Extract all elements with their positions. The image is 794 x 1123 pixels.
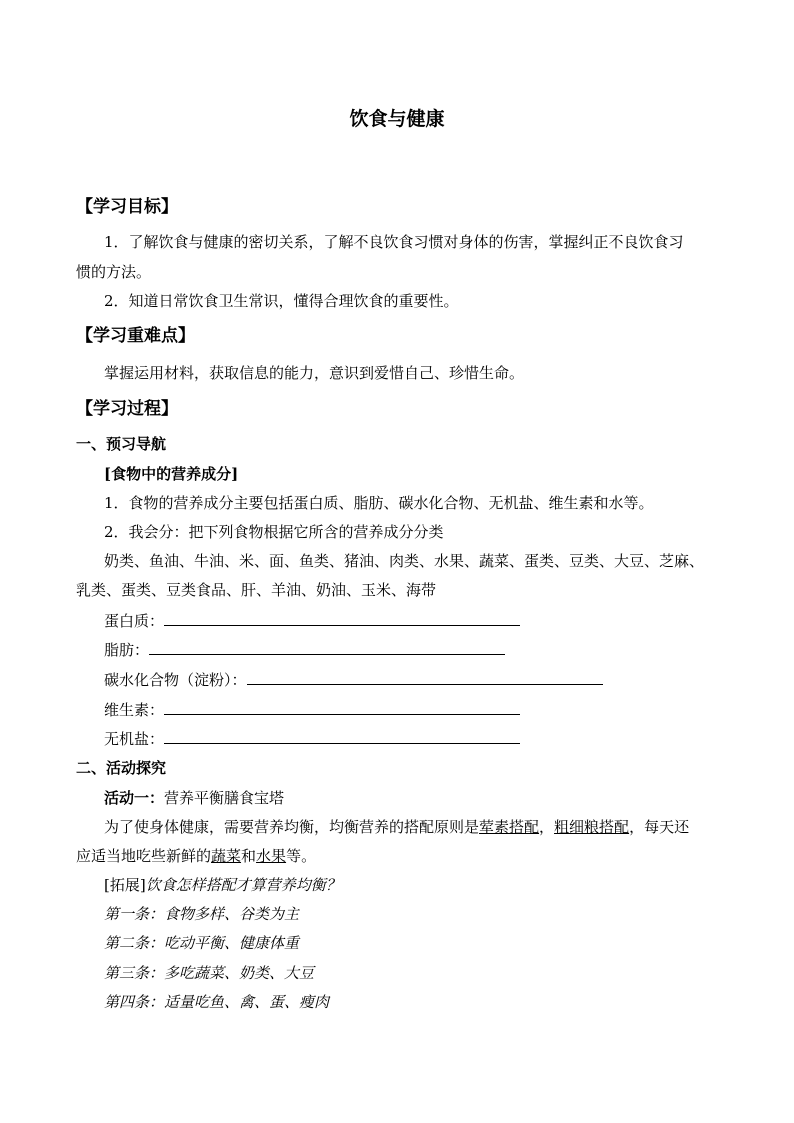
activity-name: 营养平衡膳食宝塔 [164, 789, 285, 807]
para-text: 和 [241, 847, 257, 865]
blank-carbs-row [104, 670, 603, 690]
fill-in-line [247, 670, 603, 685]
extension-line [104, 875, 341, 895]
blank-mineral-row [104, 729, 520, 749]
goal-item-1-cont: 惯的方法。 [76, 263, 152, 281]
nutrition-item-2: 2．我会分：把下列食物根据它所含的营养成分分类 [104, 523, 444, 541]
answer-underlined: 蔬菜 [211, 847, 242, 865]
blank-label: 蛋白质： [104, 612, 165, 630]
para-text: 为了使身体健康，需要营养均衡，均衡营养的搭配原则是 [104, 818, 480, 836]
balance-paragraph-cont [76, 846, 316, 866]
goal-item-2: 2．知道日常饮食卫生常识，懂得合理饮食的重要性。 [104, 292, 459, 310]
nutrition-subheading: [食物中的营养成分] [104, 465, 239, 483]
key-points-heading: 【学习重难点】 [76, 326, 195, 346]
fill-in-line [164, 700, 520, 715]
blank-label: 碳水化合物（淀粉）： [104, 671, 247, 689]
activity-label: 活动一： [104, 789, 165, 807]
fill-in-line [149, 640, 505, 655]
rule-2: 第二条：吃动平衡、健康体重 [104, 934, 300, 952]
balance-paragraph [104, 817, 689, 837]
page-title: 饮食与健康 [349, 108, 445, 130]
foods-line-2: 乳类、蛋类、豆类食品、肝、羊油、奶油、玉米、海带 [76, 581, 437, 599]
blank-vitamin-row [104, 700, 520, 720]
para-text: 等。 [286, 847, 317, 865]
answer-underlined: 粗细粮搭配 [554, 818, 630, 836]
nutrition-item-1: 1．食物的营养成分主要包括蛋白质、脂肪、碳水化合物、无机盐、维生素和水等。 [104, 494, 654, 512]
key-points-text: 掌握运用材料，获取信息的能力，意识到爱惜自己、珍惜生命。 [104, 364, 525, 382]
rule-1: 第一条：食物多样、谷类为主 [104, 905, 300, 923]
process-heading: 【学习过程】 [76, 399, 178, 419]
fill-in-line [164, 729, 520, 744]
goal-item-1: 1．了解饮食与健康的密切关系，了解不良饮食习惯对身体的伤害，掌握纠正不良饮食习 [104, 233, 684, 251]
blank-protein-row [104, 611, 520, 631]
blank-label: 维生素： [104, 701, 165, 719]
part2-heading: 二、活动探究 [76, 759, 167, 777]
activity-1-title [104, 788, 284, 808]
fill-in-line [164, 611, 520, 626]
para-text: 应适当地吃些新鲜的 [76, 847, 212, 865]
part1-heading: 一、预习导航 [76, 435, 167, 453]
foods-line-1: 奶类、鱼油、牛油、米、面、鱼类、猪油、肉类、水果、蔬菜、蛋类、豆类、大豆、芝麻、 [104, 552, 705, 570]
para-text: ， [539, 818, 555, 836]
answer-underlined: 荤素搭配 [479, 818, 540, 836]
extension-question: 饮食怎样搭配才算营养均衡？ [145, 876, 341, 894]
para-text: ，每天还 [629, 818, 690, 836]
answer-underlined: 水果 [256, 847, 287, 865]
blank-fat-row [104, 640, 505, 660]
rule-4: 第四条：适量吃鱼、禽、蛋、瘦肉 [104, 993, 330, 1011]
extension-label: [拓展] [104, 876, 146, 894]
blank-label: 脂肪： [104, 641, 150, 659]
goals-heading: 【学习目标】 [76, 197, 178, 217]
blank-label: 无机盐： [104, 730, 165, 748]
rule-3: 第三条：多吃蔬菜、奶类、大豆 [104, 964, 315, 982]
